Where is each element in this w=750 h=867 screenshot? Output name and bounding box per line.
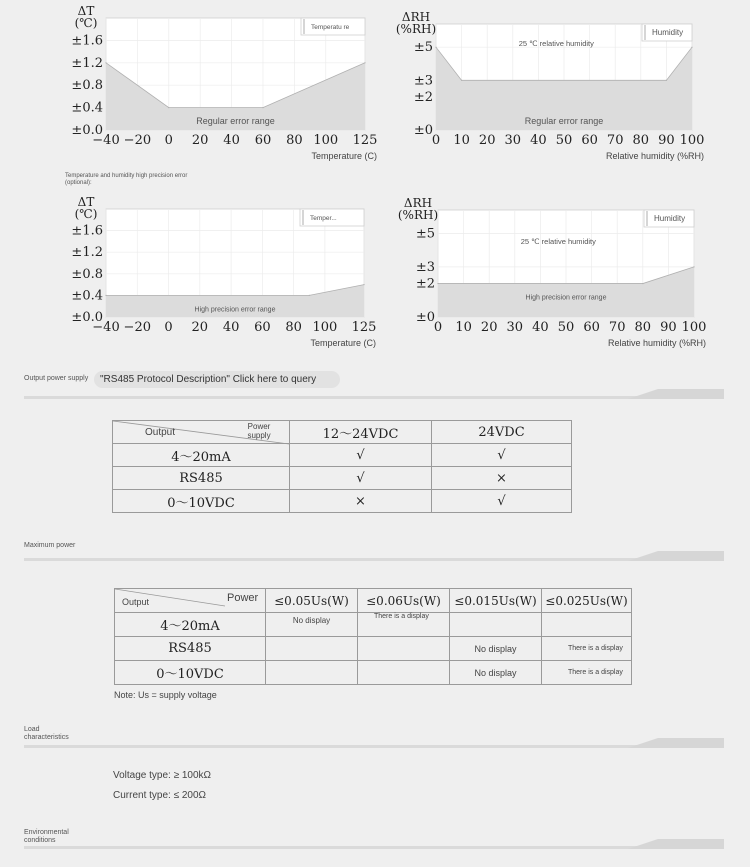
- x-tick-label: 60: [583, 320, 600, 335]
- data-point: [691, 47, 692, 48]
- table-cell: There is a display: [542, 637, 632, 661]
- y-tick-label: ±1.6: [71, 33, 103, 49]
- row-header: 0～10VDC: [113, 490, 290, 513]
- x-tick-label: 20: [191, 133, 209, 148]
- x-tick-label: 20: [191, 320, 209, 335]
- header-output-label: Output: [122, 597, 150, 607]
- rs485-protocol-link-text: "RS485 Protocol Description" Click here to query: [100, 374, 317, 385]
- x-tick-label: 60: [581, 133, 598, 148]
- data-point: [693, 266, 694, 267]
- y-tick-label: ±1.6: [71, 223, 103, 239]
- x-tick-label: 40: [532, 320, 549, 335]
- x-tick-label: 0: [164, 320, 173, 335]
- section-label-load: Load characteristics: [24, 726, 69, 741]
- x-tick-label: 20: [478, 133, 496, 148]
- chart-note: 25 ℃ relative humidity: [520, 237, 596, 246]
- y-tick-label: ±1.2: [71, 245, 103, 261]
- x-tick-label: −40: [92, 133, 120, 148]
- chart-annotation: Regular error range: [196, 116, 275, 126]
- row-header: 0～10VDC: [115, 661, 266, 685]
- supply-voltage-note: Note: Us = supply voltage: [114, 690, 217, 700]
- table-cell: ×: [290, 490, 432, 513]
- y-tick-label: ±2: [413, 89, 433, 105]
- section-divider: [24, 839, 724, 849]
- column-header: ≤0.05Us(W): [266, 589, 358, 613]
- table-cell: There is a display: [358, 613, 450, 637]
- x-axis-label: Temperature (C): [311, 151, 377, 161]
- row-header: 4～20mA: [113, 444, 290, 467]
- x-tick-label: 40: [223, 133, 240, 148]
- y-tick-label: ±0.8: [71, 78, 103, 94]
- humidity-high-precision-chart: [397, 196, 710, 355]
- y-tick-label: ±0.4: [71, 288, 103, 304]
- rs485-protocol-link[interactable]: [94, 371, 340, 388]
- section-label-output: Output power supply: [24, 375, 89, 382]
- x-tick-label: 80: [634, 320, 652, 335]
- x-tick-label: 70: [608, 320, 626, 335]
- x-tick-label: 30: [504, 133, 522, 148]
- table-cell: ×: [432, 467, 572, 490]
- x-tick-label: 100: [313, 133, 339, 148]
- data-point: [437, 283, 438, 284]
- data-point: [363, 284, 364, 285]
- y-tick-label: ±0.8: [71, 266, 103, 282]
- table-cell: [358, 661, 450, 685]
- x-tick-label: 80: [285, 320, 302, 335]
- header-output-label: Output: [145, 427, 176, 438]
- legend-label: Humidity: [654, 214, 686, 223]
- section-divider: [24, 551, 724, 561]
- table-cell: [542, 613, 632, 637]
- y-tick-label: ±0.0: [71, 123, 103, 138]
- row-header: RS485: [113, 467, 290, 490]
- y-tick-label: ±5: [415, 226, 435, 242]
- x-tick-label: −20: [123, 320, 151, 335]
- header-power-label: Power supply: [247, 422, 271, 440]
- section-divider: [24, 389, 724, 399]
- y-axis-label: (℃): [74, 16, 98, 30]
- x-tick-label: 60: [254, 320, 271, 335]
- y-axis-label: ΔRH: [401, 10, 431, 24]
- legend-label: Temperatu re: [311, 24, 350, 31]
- table-cell: No display: [450, 661, 542, 685]
- table-cell: No display: [266, 613, 358, 637]
- current-type-text: Current type: ≤ 200Ω: [113, 790, 207, 801]
- row-header: 4～20mA: [115, 613, 266, 637]
- y-tick-label: ±0: [413, 123, 433, 138]
- y-tick-label: ±0: [415, 310, 435, 325]
- column-header: ≤0.06Us(W): [358, 589, 450, 613]
- x-axis-label: Relative humidity (%RH): [605, 151, 704, 161]
- x-axis-label: Temperature (C): [310, 338, 376, 348]
- column-header: 24VDC: [432, 421, 572, 444]
- output-supply-table: [112, 420, 572, 513]
- data-point: [461, 80, 462, 81]
- y-axis-label: ΔT: [77, 195, 95, 209]
- chart-annotation: High precision error range: [525, 294, 607, 302]
- x-tick-label: 60: [254, 133, 272, 148]
- header-power-label: Power: [227, 592, 259, 604]
- data-point: [168, 107, 169, 108]
- humidity-error-chart: [395, 8, 710, 168]
- data-point: [666, 80, 667, 81]
- table-cell: No display: [450, 637, 542, 661]
- y-axis-label: ΔRH: [403, 196, 433, 210]
- table-cell: √: [432, 490, 572, 513]
- data-point: [642, 283, 643, 284]
- x-tick-label: 90: [658, 133, 675, 148]
- row-header: RS485: [115, 637, 266, 661]
- x-tick-label: 50: [557, 320, 575, 335]
- chart-annotation: Regular error range: [524, 116, 604, 126]
- x-tick-label: 30: [506, 320, 524, 335]
- x-tick-label: 40: [530, 133, 547, 148]
- y-tick-label: ±5: [413, 40, 433, 56]
- y-tick-label: ±0.0: [71, 310, 103, 325]
- table-cell: √: [290, 444, 432, 467]
- x-tick-label: 0: [431, 133, 441, 148]
- temperature-high-precision-chart: [60, 190, 380, 355]
- y-tick-label: ±1.2: [71, 55, 103, 71]
- y-axis-label: (℃): [74, 207, 98, 221]
- table-cell: √: [290, 467, 432, 490]
- y-tick-label: ±3: [415, 259, 435, 275]
- table-corner-header: [115, 589, 266, 613]
- table-corner-header: [113, 421, 290, 444]
- x-tick-label: 20: [480, 320, 498, 335]
- data-point: [364, 62, 365, 63]
- x-axis-label: Relative humidity (%RH): [607, 338, 706, 348]
- x-tick-label: 70: [606, 133, 624, 148]
- x-tick-label: 10: [453, 133, 470, 148]
- section-label-max-power: Maximum power: [24, 542, 76, 549]
- temperature-error-chart: [60, 4, 380, 168]
- x-tick-label: 90: [660, 320, 677, 335]
- table-cell: [450, 613, 542, 637]
- chart-note: 25 ℃ relative humidity: [518, 39, 594, 48]
- table-cell: [358, 637, 450, 661]
- y-tick-label: ±2: [415, 276, 435, 292]
- x-tick-label: 80: [286, 133, 303, 148]
- table-cell: [266, 637, 358, 661]
- column-header: ≤0.015Us(W): [450, 589, 542, 613]
- max-power-table: [114, 588, 632, 685]
- x-tick-label: 100: [312, 320, 338, 335]
- table-cell: [266, 661, 358, 685]
- chart-annotation: High precision error range: [194, 306, 276, 314]
- x-tick-label: 100: [681, 320, 707, 335]
- x-tick-label: 0: [433, 320, 443, 335]
- column-header: ≤0.025Us(W): [542, 589, 632, 613]
- legend-label: Temper...: [310, 215, 337, 222]
- x-tick-label: 100: [679, 133, 705, 148]
- legend-label: Humidity: [652, 28, 684, 37]
- y-tick-label: ±3: [413, 73, 433, 89]
- y-axis-label: ΔT: [77, 4, 95, 18]
- data-point: [105, 295, 106, 296]
- x-tick-label: 125: [351, 320, 377, 335]
- data-point: [309, 295, 310, 296]
- x-tick-label: 50: [555, 133, 573, 148]
- data-point: [105, 62, 106, 63]
- x-tick-label: −40: [92, 320, 120, 335]
- table-cell: √: [432, 444, 572, 467]
- section-label-environment: Environmental conditions: [24, 829, 69, 844]
- x-tick-label: 40: [222, 320, 240, 335]
- voltage-type-text: Voltage type: ≥ 100kΩ: [113, 770, 212, 781]
- section-divider: [24, 738, 724, 748]
- x-tick-label: −20: [123, 133, 152, 148]
- y-axis-label: (%RH): [395, 22, 437, 36]
- table-cell: There is a display: [542, 661, 632, 685]
- x-tick-label: 80: [632, 133, 650, 148]
- y-axis-label: (%RH): [397, 208, 439, 222]
- data-point: [262, 107, 263, 108]
- optional-caption: Temperature and humidity high precision error (optional):: [65, 173, 188, 186]
- y-tick-label: ±0.4: [71, 100, 103, 116]
- x-tick-label: 10: [455, 320, 472, 335]
- column-header: 12～24VDC: [290, 421, 432, 444]
- x-tick-label: 125: [352, 133, 378, 148]
- data-point: [435, 47, 436, 48]
- x-tick-label: 0: [164, 133, 173, 148]
